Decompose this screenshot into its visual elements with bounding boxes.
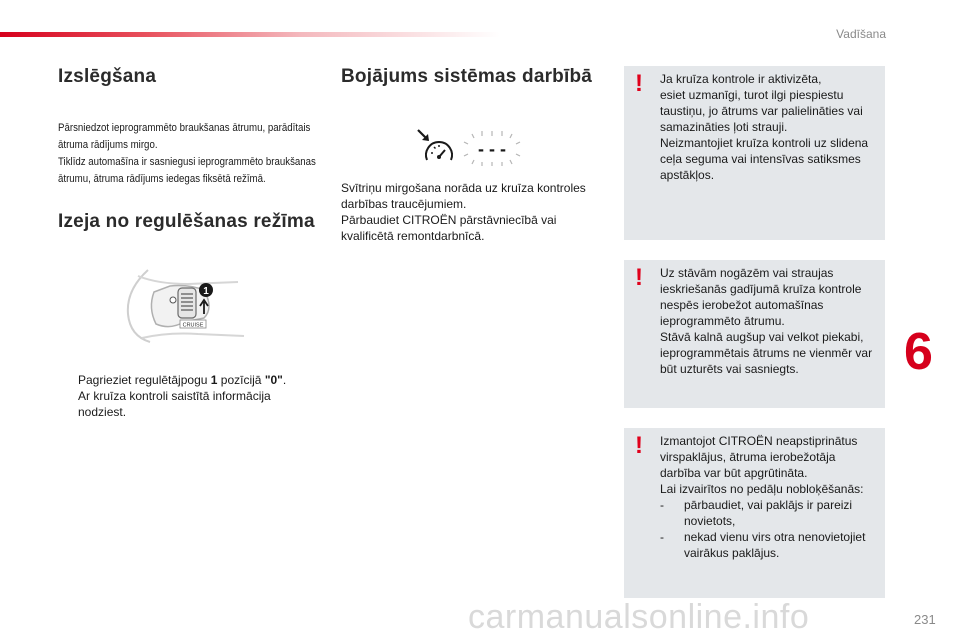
warning-line: Ja kruīza kontrole ir aktivizēta, (660, 72, 822, 86)
watermark: carmanualsonline.info (468, 598, 810, 636)
warning-line: vairākus paklājus. (684, 546, 780, 560)
page-number: 231 (914, 612, 936, 627)
bullet-bold-1: 1 (210, 373, 218, 387)
bullet-symbol (58, 372, 78, 388)
chapter-tab-number: 6 (904, 323, 933, 381)
bullet-text-end: . (282, 373, 287, 387)
warning-icon: ! (635, 70, 643, 97)
warning-text (660, 433, 879, 561)
paragraph-line: darbības traucējumiem. (341, 197, 467, 211)
dash-marker: - (660, 498, 664, 512)
warning-line: pārbaudiet, vai paklājs ir pareizi (684, 498, 853, 512)
top-accent-bar (0, 32, 500, 37)
paragraph-line: Pārsniedzot ieprogrammēto braukšanas ātrumu, parādītais (58, 122, 311, 134)
dash-marker: - (660, 530, 664, 544)
paragraph-line: Tiklīdz automašīna ir sasniegusi ieprogrammēto braukšanas (58, 156, 316, 168)
dash-list-item (660, 529, 879, 561)
section-label: Vadīšana (836, 27, 886, 41)
warning-line: ieprogrammētais ātrums ne vienmēr var (660, 346, 873, 360)
paragraph-izslegsana (58, 120, 322, 188)
paragraph-line: Pārbaudiet CITROËN pārstāvniecībā vai (341, 213, 557, 227)
warning-text (660, 71, 879, 183)
warning-text (660, 265, 879, 377)
bullet-line-3: nodziest. (78, 405, 127, 419)
warning-line: apstākļos. (660, 168, 715, 182)
warning-line: nespēs ierobežot automašīnas (660, 298, 824, 312)
step-marker: 1 (203, 286, 209, 297)
warning-line: taustiņu, jo ātrums var palielināties vai (660, 104, 863, 118)
speed-display-illustration (414, 126, 534, 168)
warning-line: darbība var būt apgrūtināta. (660, 466, 808, 480)
warning-line: Stāvā kalnā augšup vai velkot piekabi, (660, 330, 864, 344)
warning-line: esiet uzmanīgi, turot ilgi piespiestu (660, 88, 844, 102)
warning-line: Uz stāvām nogāzēm vai straujas (660, 266, 834, 280)
bullet-text-pre: Pagrieziet regulētājpogu (78, 373, 211, 387)
bullet-bold-0: "0" (264, 373, 283, 387)
blinking-dashes: - - - (478, 139, 506, 159)
dash-list-item (660, 497, 879, 529)
warning-line: ieskriešanās gadījumā kruīza kontrole (660, 282, 862, 296)
warning-line: Izmantojot CITROËN neapstiprinātus (660, 434, 858, 448)
warning-icon: ! (635, 432, 643, 459)
warning-line: nekad vienu virs otra nenovietojiet (684, 530, 866, 544)
bullet-text-mid: pozīcijā (217, 373, 265, 387)
paragraph-line: Svītriņu mirgošana norāda uz kruīza kontroles (341, 181, 586, 195)
warning-line: Lai izvairītos no pedāļu nobloķēšanās: (660, 482, 864, 496)
bullet-line-2: Ar kruīza kontroli saistītā informācija (78, 389, 271, 403)
warning-line: Neizmantojiet kruīza kontroli uz slidena (660, 136, 869, 150)
warning-box-3 (624, 428, 885, 598)
warning-line: virspaklājus, ātruma ierobežotāja (660, 450, 836, 464)
warning-line: būt uzturēts vai sasniegts. (660, 362, 799, 376)
paragraph-line: ātrumu, ātruma rādījums iedegas fiksētā režīmā. (58, 173, 266, 185)
warning-box-1 (624, 66, 885, 240)
cruise-label: CRUISE (182, 322, 204, 329)
paragraph-line: kvalificētā remontdarbnīcā. (341, 229, 485, 243)
paragraph-bojajums (341, 180, 611, 244)
warning-line: samazināties ļoti strauji. (660, 120, 788, 134)
paragraph-line: ātruma rādījums mirgo. (58, 139, 158, 151)
warning-box-2 (624, 260, 885, 408)
warning-line: ieprogrammēto ātrumu. (660, 314, 785, 328)
heading-izeja: Izeja no regulēšanas režīma (58, 211, 315, 232)
heading-izslegsana: Izslēgšana (58, 66, 157, 87)
warning-icon: ! (635, 264, 643, 291)
heading-bojajums: Bojājums sistēmas darbībā (341, 66, 593, 87)
steering-control-illustration (118, 262, 258, 346)
bullet-instruction (58, 372, 328, 420)
warning-line: novietots, (684, 514, 736, 528)
warning-line: ceļa seguma vai intensīvas satiksmes (660, 152, 861, 166)
